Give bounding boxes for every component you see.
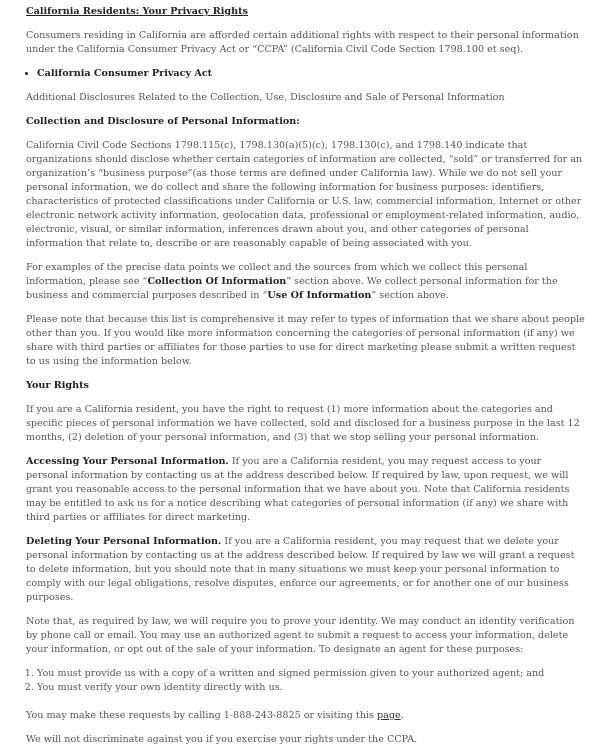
collection-of-information-ref: Collection Of Information	[147, 276, 287, 287]
additional-disclosures: Additional Disclosures Related to the Collection, Use, Disclosure and Sale of Personal Information	[26, 92, 505, 103]
rights-paragraph: If you are a California resident, you have the right to request (1) more information about the categories and specific pieces of personal information we have collected, sold and disclosed for a business purpose in the last 12 months, (2) deletion of your personal information, and (3) that we stop selling your personal information.	[26, 404, 580, 443]
deleting-label: Deleting Your Personal Information.	[26, 536, 222, 547]
identity-paragraph: Note that, as required by law, we will require you to prove your identity. We may conduct an identity verification by phone call or email. You may use an authorized agent to submit a request to access your information, delete your information, or opt out of the sale of your information. To designate an agent for these purposes:	[26, 616, 575, 655]
requests-paragraph	[26, 709, 586, 723]
non-discrimination-paragraph: We will not discriminate against you if you exercise your rights under the CCPA.	[26, 734, 418, 745]
accessing-label: Accessing Your Personal Information.	[26, 456, 229, 467]
text: If you are a California resident, you may request that we delete your personal information by contacting us at the address described below. If required by law we will grant a request to delete information, but you should note that in many situations we must keep your personal information to comply with our legal obligations, resolve disputes, enforce our agreements, or for another one of our business purposes.	[26, 536, 575, 603]
page-link[interactable]: page	[376, 710, 401, 721]
use-of-information-ref: Use Of Information	[267, 290, 372, 301]
list-item: 2. You must verify your own identity directly with us.	[37, 681, 586, 695]
text: ” section above.	[371, 290, 449, 301]
collection-heading: Collection and Disclosure of Personal Information:	[26, 116, 300, 127]
intro-paragraph: Consumers residing in California are afforded certain additional rights with respect to their personal information under the California Consumer Privacy Act or “CCPA” (California Civil Code Section 1798.100 et seq).	[26, 30, 579, 55]
text: If you are a California resident, you may request access to your personal information by contacting us at the address described below. If required by law, upon request, we will grant you reasonable access to the personal information that we have about you. Note that California residents may be entitled to ask us for a notice describing what categories of personal information (if any) we share with third parties or affiliates for direct marketing.	[26, 456, 570, 523]
bullet-list	[26, 67, 586, 81]
text: You may make these requests by calling 1-888-243-8825 or visiting this	[26, 710, 377, 721]
text: ” section above. We collect personal information for the business and commercial purposes described in “	[26, 276, 558, 301]
examples-paragraph	[26, 261, 586, 303]
text: For examples of the precise data points we collect and the sources from which we collect this personal information, please see “	[26, 262, 528, 287]
please-note-paragraph: Please note that because this list is comprehensive it may refer to types of information that we share about people other than you. If you would like more information concerning the categories of personal information (if any) we share with third parties or affiliates for those parties to use for direct marketing please submit a written request to us using the information below.	[26, 314, 585, 367]
accessing-paragraph	[26, 455, 586, 525]
collection-paragraph: California Civil Code Sections 1798.115(c), 1798.130(a)(5)(c), 1798.130(c), and 1798.140 indicate that organizations should disclose whether certain categories of information are collected, “sold” or transferred for an organization’s “business purpose”(as those terms are defined under California law). While we do not sell your personal information, we do collect and share the following information for business purposes: identifiers, characteristics of protected classifications under California or U.S. law, commercial information, Internet or other electronic network activity information, geolocation data, professional or employment-related information, audio, electronic, visual, or similar information, inferences drawn about you, and other categories of personal information that relate to, describe or are reasonably capable of being associated with you.	[26, 140, 583, 249]
page-title: California Residents: Your Privacy Rights	[26, 6, 248, 17]
agent-steps-list	[26, 667, 586, 695]
list-item: 1. You must provide us with a copy of a written and signed permission given to your authorized agent; and	[37, 667, 586, 681]
rights-heading: Your Rights	[26, 380, 89, 391]
deleting-paragraph	[26, 535, 586, 605]
text: .	[400, 710, 404, 721]
list-item: • California Consumer Privacy Act	[37, 67, 586, 81]
